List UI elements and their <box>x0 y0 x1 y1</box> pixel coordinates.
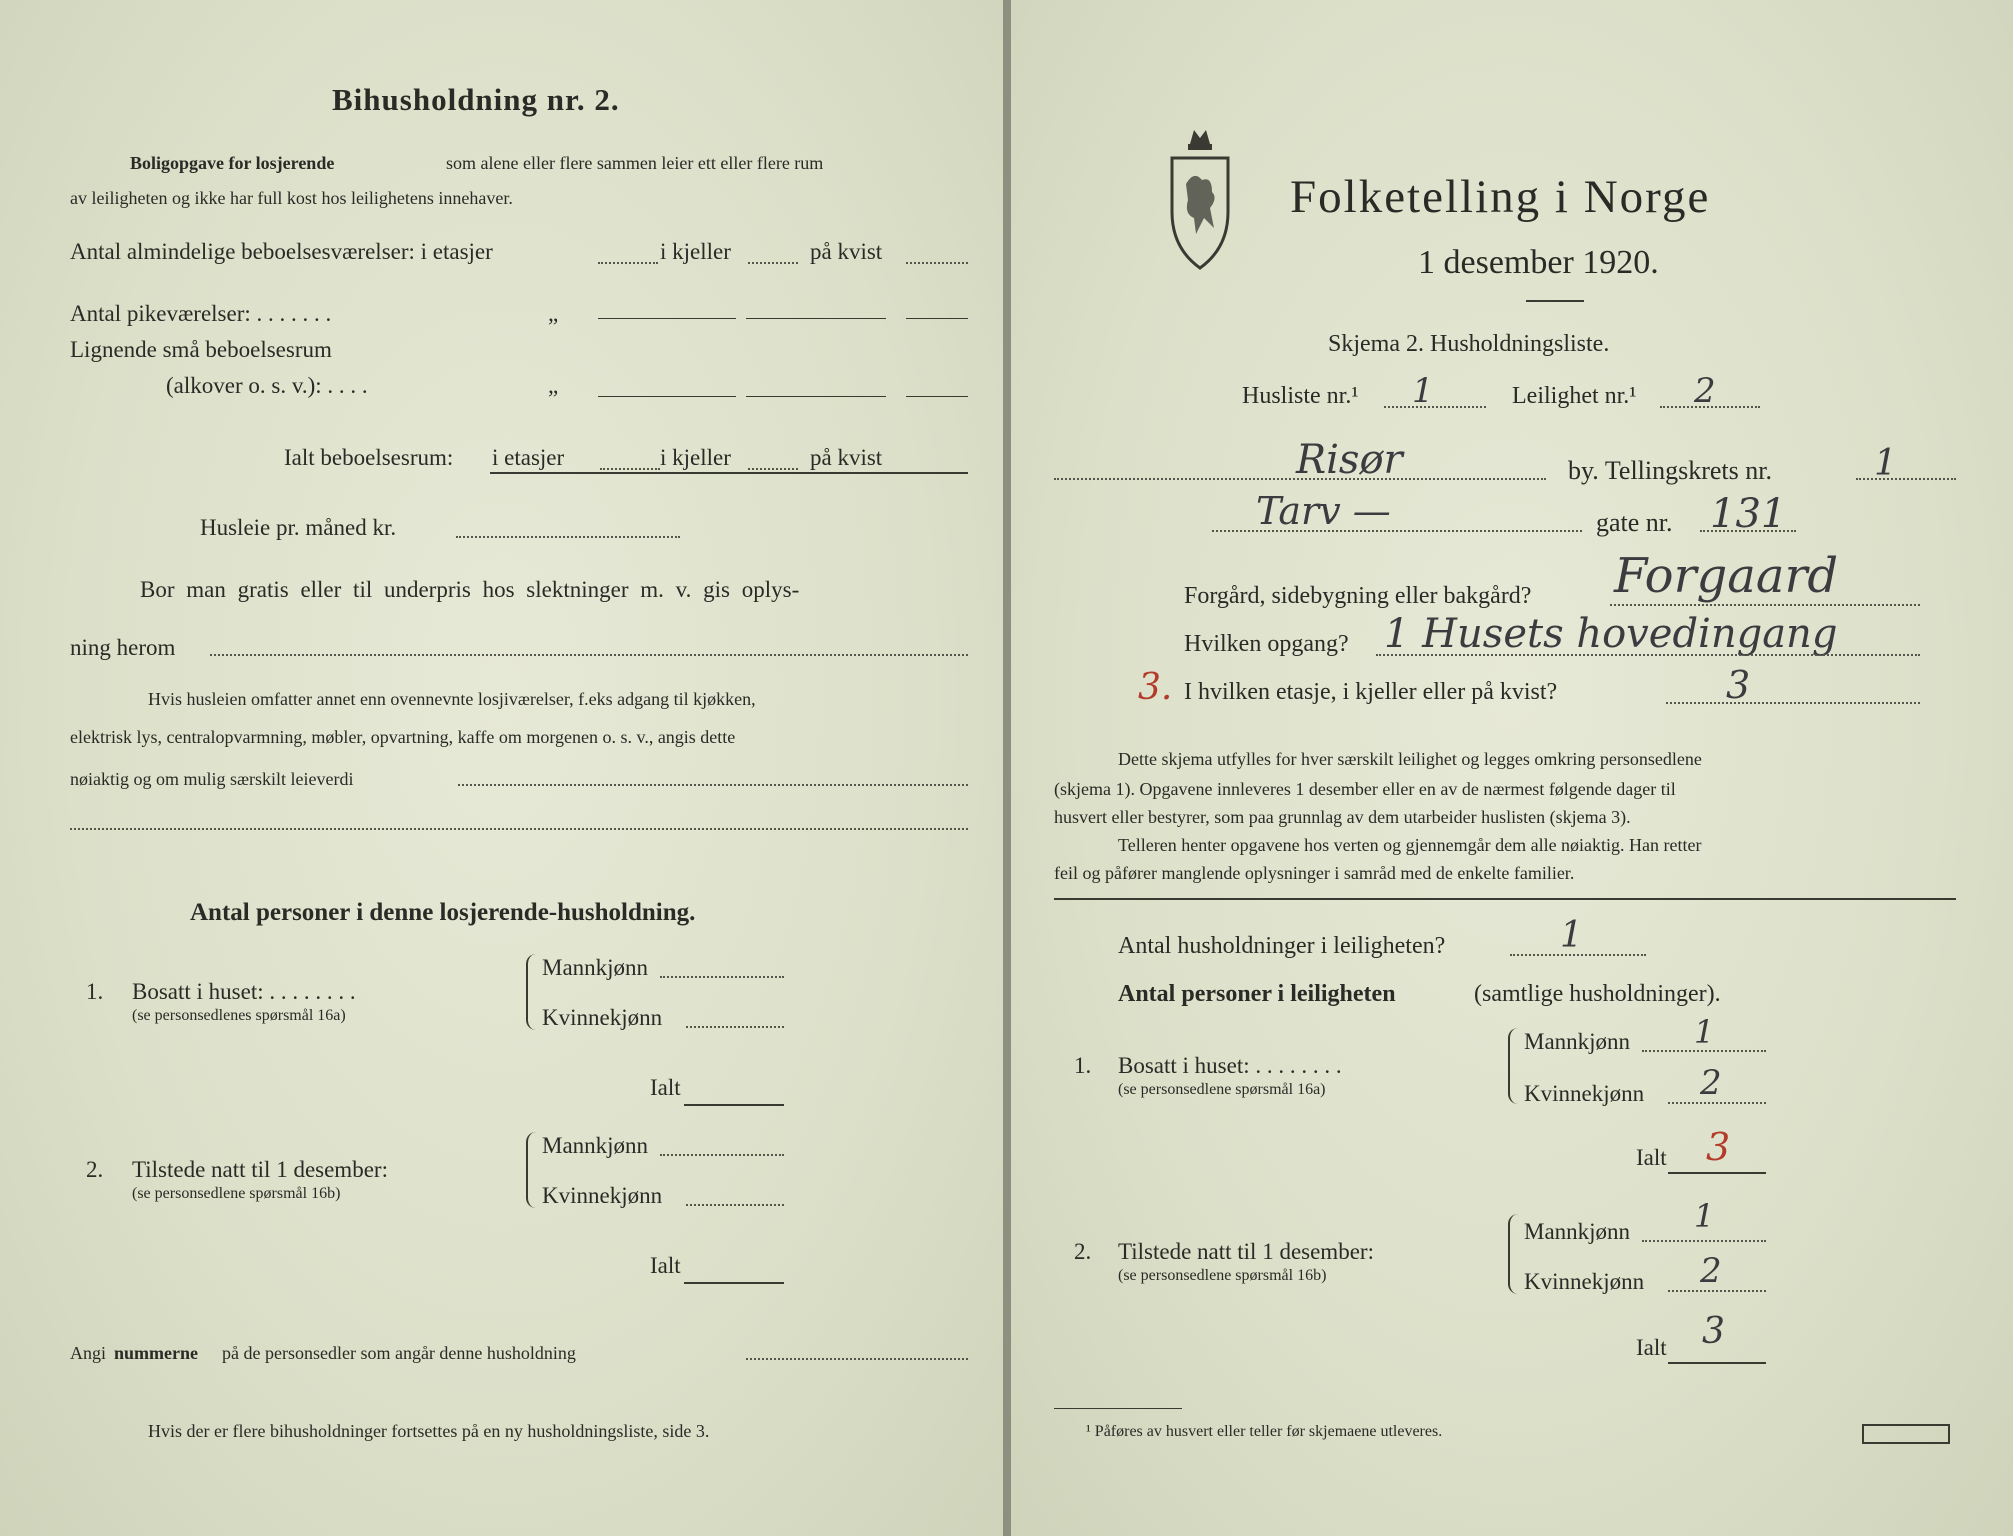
info-line5: feil og påfører manglende oplysninger i samråd med de enkelte familier. <box>1054 863 1575 883</box>
pike-label: Antal pikeværelser: . . . . . . . <box>70 301 332 326</box>
rooms-label: Antal almindelige beboelsesværelser: i etasjer <box>70 239 493 264</box>
hvis-field[interactable] <box>458 784 968 786</box>
leilighet-label: Leilighet nr.¹ <box>1512 383 1637 409</box>
info-line3: husvert eller bestyrer, som paa grunnlag av dem utarbeider huslisten (skjema 3). <box>1054 807 1631 827</box>
right-q2-kvinne-label: Kvinnekjønn <box>1524 1269 1645 1294</box>
alkover-label: (alkover o. s. v.): . . . . <box>166 373 368 398</box>
pike-ditto: „ <box>548 301 559 326</box>
antal-hush-label: Antal husholdninger i leiligheten? <box>1118 933 1446 959</box>
left-q1-num: 1. <box>86 979 104 1004</box>
etasje-value[interactable]: 3 <box>1726 663 1751 707</box>
left-q2-brace <box>526 1132 542 1208</box>
husliste-value[interactable]: 1 <box>1412 371 1434 411</box>
right-q1-mann-value[interactable]: 1 <box>1694 1013 1715 1051</box>
right-q2-ialt-value[interactable]: 3 <box>1702 1311 1725 1352</box>
right-q2-kvinne-field <box>1668 1290 1766 1292</box>
etasje-label: I hvilken etasje, i kjeller eller på kvist? <box>1184 679 1558 705</box>
krets-value[interactable]: 1 <box>1874 443 1897 484</box>
right-q2-mann-label: Mannkjønn <box>1524 1219 1631 1244</box>
angi-rest: på de personsedler som angår denne husholdning <box>222 1343 576 1363</box>
right-q1-kvinne-value[interactable]: 2 <box>1700 1063 1722 1103</box>
gate-field <box>1700 530 1796 532</box>
left-q2-mann-label: Mannkjønn <box>542 1133 649 1158</box>
forgard-field <box>1610 604 1920 606</box>
right-q1-ialt-label: Ialt <box>1636 1145 1667 1170</box>
ialt-kjeller-label: i kjeller <box>660 445 731 470</box>
printer-stamp <box>1862 1424 1950 1444</box>
antal-hush-field <box>1510 954 1646 956</box>
street-value[interactable]: Tarv — <box>1256 489 1391 533</box>
left-q2-sub: (se personsedlene spørsmål 16b) <box>132 1185 341 1202</box>
right-q1-ialt-field <box>1668 1172 1766 1174</box>
husleie-field[interactable] <box>456 536 680 538</box>
right-q1-kvinne-field <box>1668 1102 1766 1104</box>
intro-rest: som alene eller flere sammen leier ett eller flere rum <box>446 153 824 173</box>
info-line2: (skjema 1). Opgavene innleveres 1 desember eller en av de nærmest følgende dager til <box>1054 779 1676 799</box>
rooms-kvist-field[interactable] <box>906 262 968 264</box>
footnote-rule <box>1054 1408 1182 1409</box>
city-field <box>1054 478 1546 480</box>
left-q1-brace <box>526 954 542 1030</box>
left-q1-mann-label: Mannkjønn <box>542 955 649 980</box>
krets-field <box>1856 478 1956 480</box>
info-line1: Dette skjema utfylles for hver særskilt leilighet og legges omkring personsedlene <box>1118 749 1702 769</box>
right-title: Folketelling i Norge <box>1290 171 1711 223</box>
right-q1-brace <box>1508 1028 1524 1104</box>
right-q2-mann-value[interactable]: 1 <box>1694 1197 1715 1235</box>
left-persons-heading: Antal personer i denne losjerende-husholdning. <box>190 899 696 926</box>
angi-field[interactable] <box>746 1358 968 1360</box>
antal-hush-value[interactable]: 1 <box>1560 915 1583 956</box>
pike-etasjer-field[interactable] <box>598 318 736 319</box>
right-q2-mann-field <box>1642 1240 1766 1242</box>
left-page <box>0 0 1003 1536</box>
right-persons-heading-rest: (samtlige husholdninger). <box>1474 981 1721 1007</box>
left-footer: Hvis der er flere bihusholdninger fortsettes på en ny husholdningsliste, side 3. <box>148 1421 710 1441</box>
right-q2-ialt-label: Ialt <box>1636 1335 1667 1360</box>
bor-line2: ning herom <box>70 635 176 660</box>
husleie-label: Husleie pr. måned kr. <box>200 515 397 540</box>
page-spine <box>1003 0 1011 1536</box>
forgard-label: Forgård, sidebygning eller bakgård? <box>1184 583 1532 609</box>
left-q2-mann-field[interactable] <box>660 1154 784 1156</box>
left-q2-ialt-field[interactable] <box>684 1282 784 1284</box>
title-divider <box>1526 300 1584 302</box>
right-q2-label: Tilstede natt til 1 desember: <box>1118 1239 1374 1264</box>
right-q2-kvinne-value[interactable]: 2 <box>1700 1251 1722 1291</box>
right-q1-mann-field <box>1642 1050 1766 1052</box>
angi-pre: Angi <box>70 1343 106 1363</box>
right-q1-kvinne-label: Kvinnekjønn <box>1524 1081 1645 1106</box>
footnote: ¹ Påføres av husvert eller teller før skjemaene utleveres. <box>1086 1423 1443 1440</box>
ialt-kjeller-field[interactable] <box>748 468 798 470</box>
ialt-kvist-label: på kvist <box>810 445 883 470</box>
coat-of-arms-icon <box>1168 124 1232 272</box>
hvis-line1: Hvis husleien omfatter annet enn ovennevnte losjiværelser, f.eks adgang til kjøkken, <box>148 689 756 709</box>
lignende-label: Lignende små beboelsesrum <box>70 337 332 362</box>
right-q1-label: Bosatt i huset: . . . . . . . . <box>1118 1053 1342 1078</box>
bor-line1: Bor man gratis eller til underpris hos slektninger m. v. gis oplys- <box>140 577 800 602</box>
alkover-etasjer-field[interactable] <box>598 396 736 397</box>
leilighet-value[interactable]: 2 <box>1694 371 1716 411</box>
ialt-etasjer-field[interactable] <box>600 468 660 470</box>
opgang-field <box>1376 654 1920 656</box>
left-q2-num: 2. <box>86 1157 104 1182</box>
ialt-etasjer-label: i etasjer <box>492 445 565 470</box>
etasje-field <box>1666 702 1920 704</box>
right-q2-ialt-field <box>1668 1362 1766 1364</box>
opgang-value[interactable]: 1 Husets hovedingang <box>1384 611 1838 657</box>
right-q2-num: 2. <box>1074 1239 1092 1264</box>
left-q1-kvinne-field[interactable] <box>686 1026 784 1028</box>
left-q1-label: Bosatt i huset: . . . . . . . . <box>132 979 356 1004</box>
opgang-label: Hvilken opgang? <box>1184 631 1349 657</box>
census-date: 1 desember 1920. <box>1418 244 1659 281</box>
by-label: by. Tellingskrets nr. <box>1568 456 1773 485</box>
right-q2-brace <box>1508 1214 1524 1294</box>
hvis-line3: nøiaktig og om mulig særskilt leieverdi <box>70 769 354 789</box>
rooms-etasjer-field[interactable] <box>598 262 658 264</box>
rooms-kjeller-label: i kjeller <box>660 239 731 264</box>
gate-label: gate nr. <box>1596 508 1673 537</box>
bor-field[interactable] <box>210 654 968 656</box>
left-q2-kvinne-label: Kvinnekjønn <box>542 1183 663 1208</box>
left-q2-ialt-label: Ialt <box>650 1253 681 1278</box>
left-q1-ialt-label: Ialt <box>650 1075 681 1100</box>
city-value[interactable]: Risør <box>1296 437 1403 483</box>
left-q1-mann-field[interactable] <box>660 976 784 978</box>
intro-bold: Boligopgave for losjerende <box>130 153 335 173</box>
leilighet-field <box>1660 406 1760 408</box>
alkover-ditto: „ <box>548 373 559 398</box>
left-q2-kvinne-field[interactable] <box>686 1204 784 1206</box>
forgard-value[interactable]: Forgaard <box>1614 548 1839 604</box>
hvis-field-2[interactable] <box>70 828 968 830</box>
hvis-line2: elektrisk lys, centralopvarmning, møbler, opvartning, kaffe om morgenen o. s. v., angis dette <box>70 727 736 747</box>
left-q1-kvinne-label: Kvinnekjønn <box>542 1005 663 1030</box>
right-q1-mann-label: Mannkjønn <box>1524 1029 1631 1054</box>
angi-bold: nummerne <box>114 1343 198 1363</box>
rooms-kjeller-field[interactable] <box>748 262 798 264</box>
skjema-label: Skjema 2. Husholdningsliste. <box>1328 331 1610 357</box>
pike-kjeller-field[interactable] <box>746 318 886 319</box>
right-q1-sub: (se personsedlene spørsmål 16a) <box>1118 1081 1326 1098</box>
etasje-mark: 3. <box>1138 667 1173 708</box>
ialt-underline <box>490 472 968 474</box>
rooms-kvist-label: på kvist <box>810 239 883 264</box>
left-q1-sub: (se personsedlenes spørsmål 16a) <box>132 1007 346 1024</box>
husliste-label: Husliste nr.¹ <box>1242 383 1359 409</box>
info-line4: Telleren henter opgavene hos verten og gjennemgår dem alle nøiaktig. Han retter <box>1118 835 1702 855</box>
left-q1-ialt-field[interactable] <box>684 1104 784 1106</box>
right-q1-num: 1. <box>1074 1053 1092 1078</box>
alkover-kjeller-field[interactable] <box>746 396 886 397</box>
street-field <box>1212 530 1582 532</box>
alkover-kvist-field[interactable] <box>906 396 968 397</box>
husliste-field <box>1384 406 1486 408</box>
right-persons-heading: Antal personer i leiligheten <box>1118 981 1396 1007</box>
info-divider <box>1054 898 1956 900</box>
ialt-label: Ialt beboelsesrum: <box>284 445 454 470</box>
left-title: Bihusholdning nr. 2. <box>332 82 620 117</box>
pike-kvist-field[interactable] <box>906 318 968 319</box>
right-q1-ialt-value[interactable]: 3 <box>1706 1125 1731 1169</box>
intro-line2: av leiligheten og ikke har full kost hos leilighetens innehaver. <box>70 188 513 208</box>
right-q2-sub: (se personsedlene spørsmål 16b) <box>1118 1267 1327 1284</box>
left-q2-label: Tilstede natt til 1 desember: <box>132 1157 388 1182</box>
gate-value[interactable]: 131 <box>1710 491 1787 537</box>
